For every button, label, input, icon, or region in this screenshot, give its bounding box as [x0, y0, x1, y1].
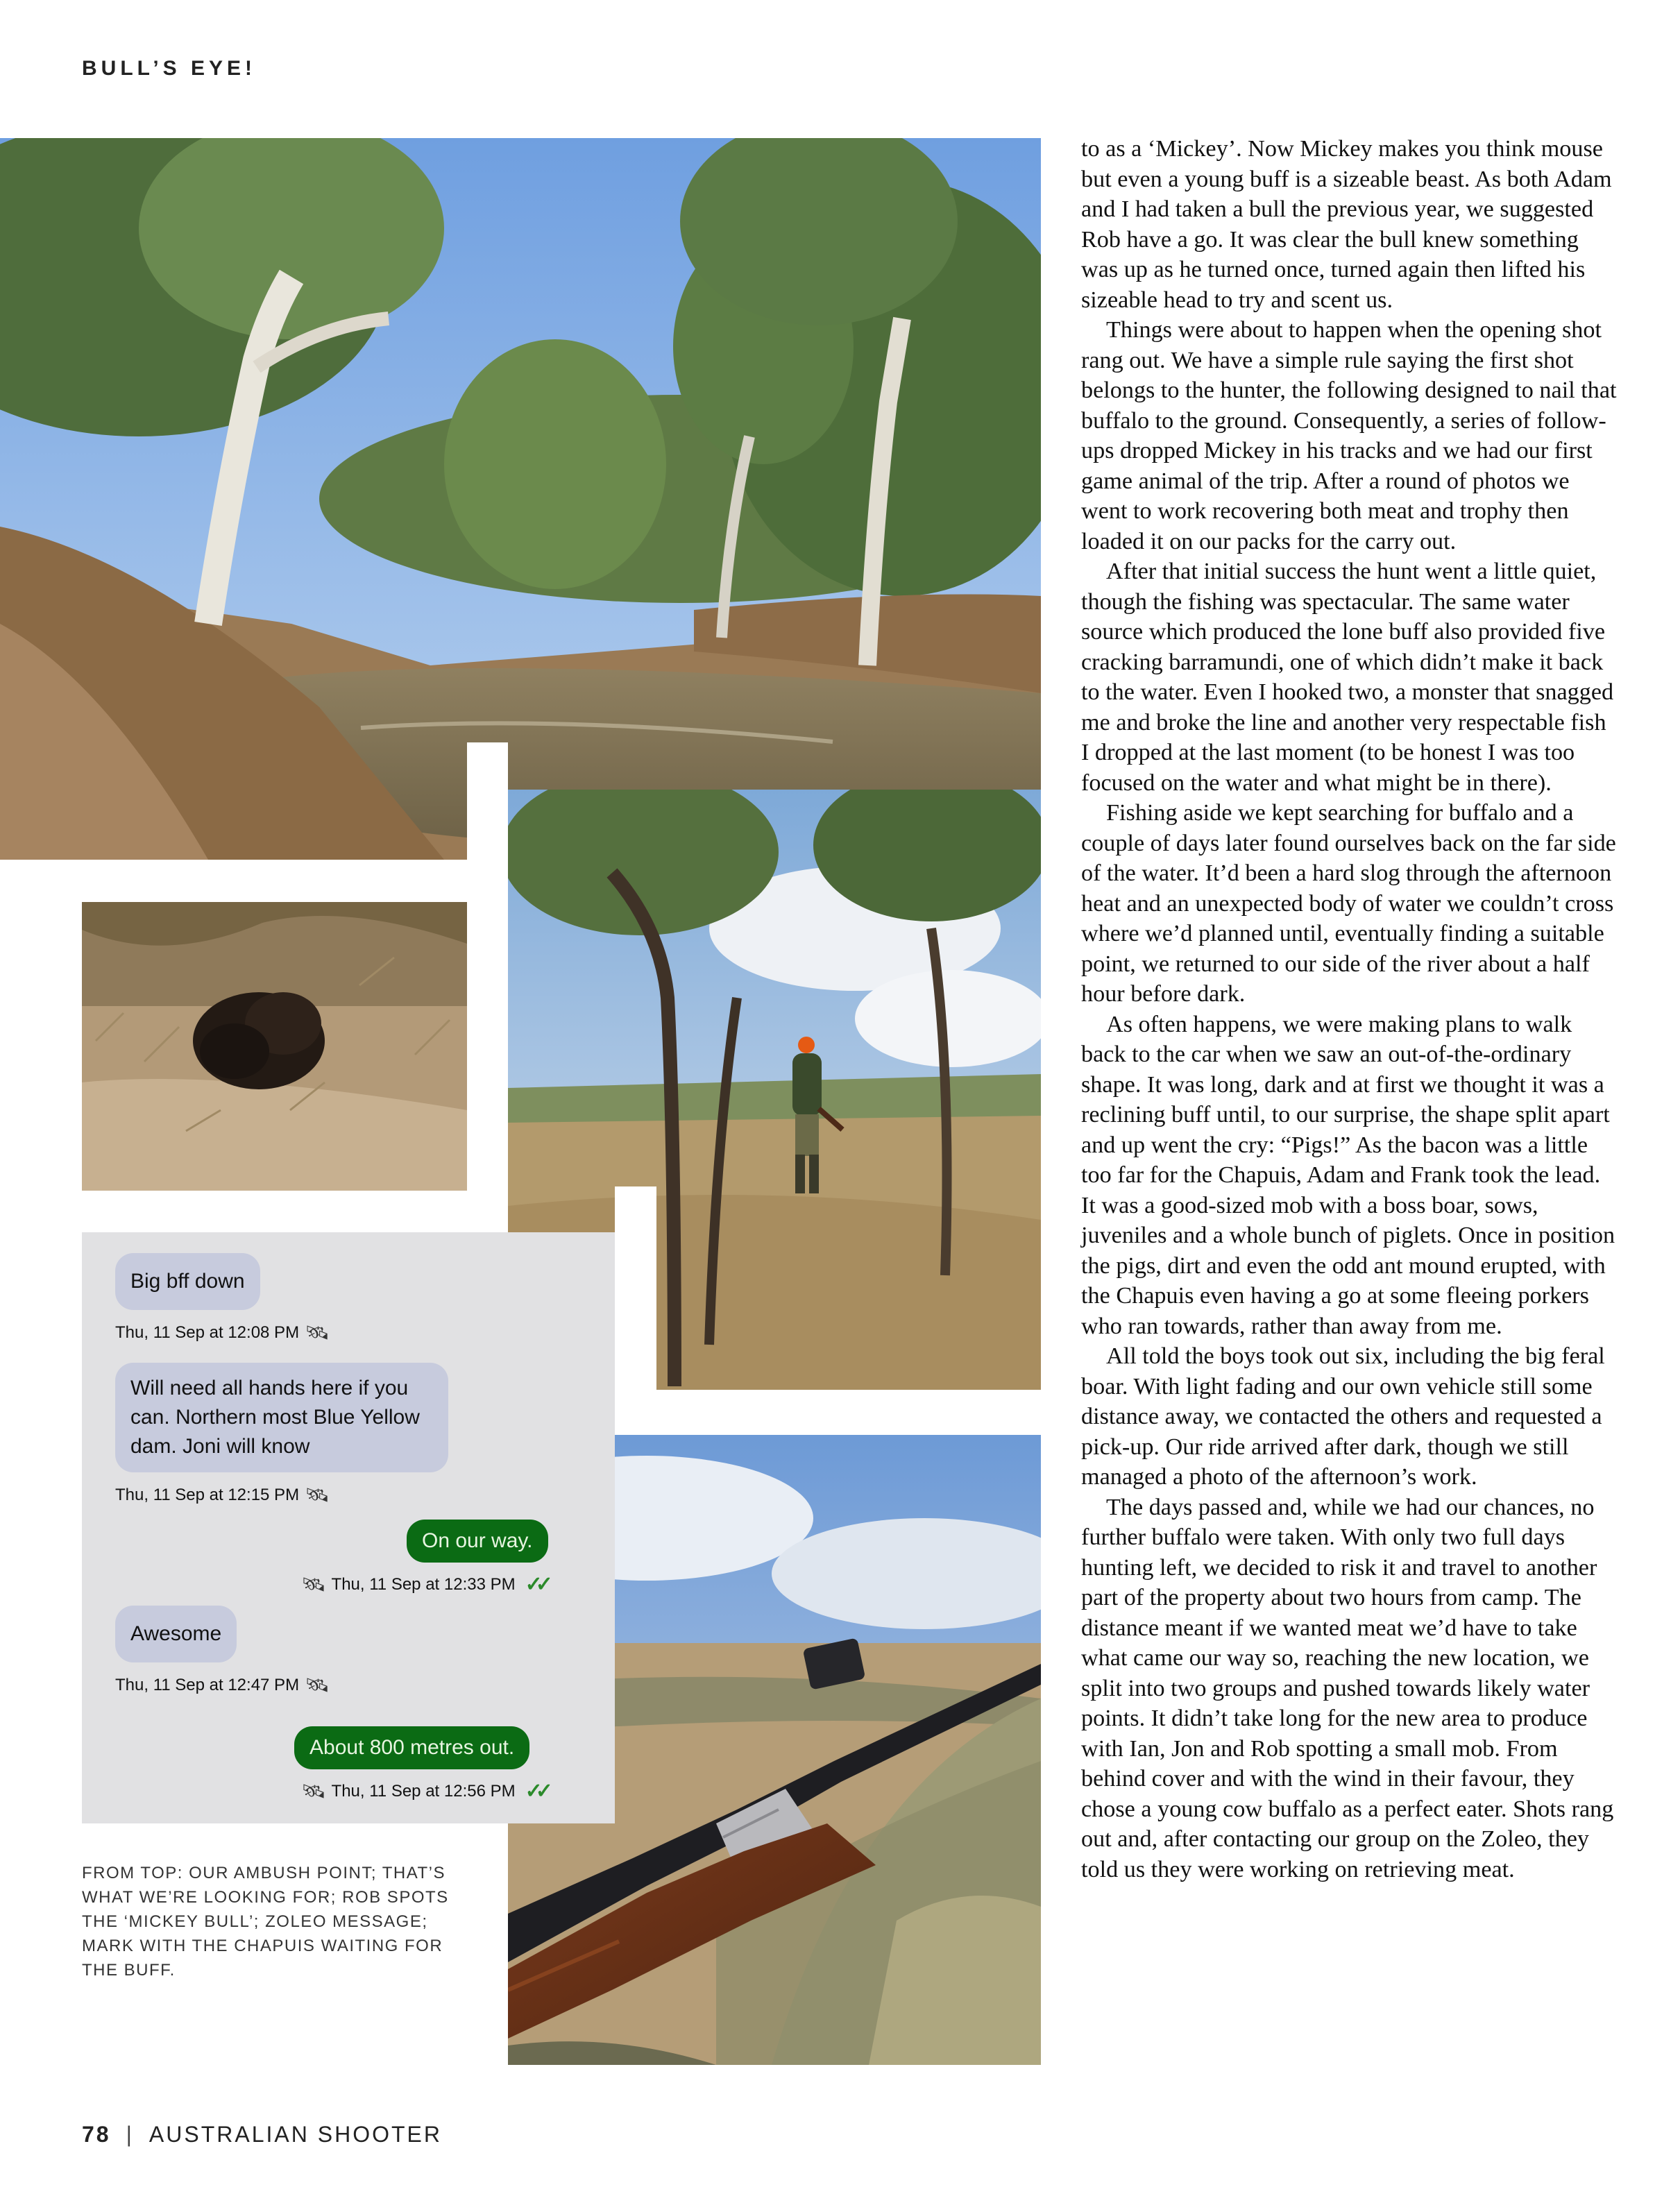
message-meta-4: Thu, 11 Sep at 12:47 PM 🛰	[115, 1674, 330, 1696]
message-meta-1: Thu, 11 Sep at 12:08 PM 🛰	[115, 1322, 330, 1343]
message-meta-5: 🛰 Thu, 11 Sep at 12:56 PM ✓✓	[301, 1780, 546, 1803]
message-meta-3: 🛰 Thu, 11 Sep at 12:33 PM ✓✓	[301, 1573, 546, 1596]
section-label: BULL’S EYE!	[82, 57, 257, 80]
satellite-icon: 🛰	[305, 1484, 330, 1506]
photo-caption: FROM TOP: OUR AMBUSH POINT; THAT’S WHAT WE’RE LOOKING FOR; ROB SPOTS THE ‘MICKEY BULL’; ZOLEO MESSAGE; MARK WITH THE CHAPUIS WAITING FOR THE BUFF.	[82, 1864, 449, 1980]
buffalo-dung-photo	[82, 902, 467, 1191]
double-check-icon: ✓✓	[525, 1573, 546, 1596]
article-paragraph: Things were about to happen when the opening shot rang out. We have a simple rule saying the first shot belongs to the hunter, the following designed to nail that buffalo to the ground. Consequently, a series of follow-ups dropped Mickey in his tracks and we had our first game animal of the trip. After a round of photos we went to work recovering both meat and trophy then loaded it on our packs for the carry out.	[1081, 317, 1617, 554]
zoleo-message-screenshot	[82, 1232, 615, 1823]
ambush-point-photo	[0, 138, 1041, 860]
article-body	[1081, 134, 1619, 1885]
message-bubble-2: Will need all hands here if you can. Northern most Blue Yellow dam. Joni will know	[115, 1363, 448, 1472]
article-paragraph: After that initial success the hunt went a little quiet, though the fishing was spectacular. The same water source which produced the lone buff also provided five cracking barramundi, one of which didn’t make it back to the water. Even I hooked two, a monster that snagged me and broke the line and another very respectable fish I dropped at the last moment (to be honest I was too focused on the water and what might be in there).	[1081, 559, 1614, 796]
message-bubble-3: On our way.	[407, 1520, 548, 1563]
article-paragraph: All told the boys took out six, including the big feral boar. With light fading and our own vehicle still some distance away, we contacted the others and requested a pick-up. Our ride arrived after dark, though we still managed a photo of the afternoon’s work.	[1081, 1343, 1605, 1490]
publication-name: AUSTRALIAN SHOOTER	[149, 2122, 442, 2147]
page-number: 78	[82, 2122, 111, 2147]
satellite-icon: 🛰	[305, 1322, 330, 1343]
footer-separator: |	[126, 2122, 134, 2147]
article-paragraph: Fishing aside we kept searching for buffalo and a couple of days later found ourselves back on the far side of the water. It’d been a hard slog through the afternoon heat and an unexpected body of water we couldn’t cross where we’d planned until, eventually finding a suitable point, we returned to our side of the river about a half hour before dark.	[1081, 800, 1616, 1007]
article-paragraph: The days passed and, while we had our chances, no further buffalo were taken. With only two full days hunting left, we decided to risk it and travel to another part of the property about two hours from camp. The distance meant if we wanted meat we’d have to take what came our way so, reaching the new location, we split into two groups and pushed towards likely water points. It didn’t take long for the new area to produce with Ian, Jon and Rob spotting a small mob. From behind cover and with the wind in their favour, they chose a young cow buffalo as a perfect eater. Shots rang out and, after contacting our group on the Zoleo, they told us they were working on retrieving meat.	[1081, 1494, 1614, 1882]
message-meta-2: Thu, 11 Sep at 12:15 PM 🛰	[115, 1484, 330, 1506]
satellite-icon: 🛰	[305, 1674, 330, 1696]
satellite-icon: 🛰	[301, 1574, 326, 1595]
message-bubble-5: About 800 metres out.	[294, 1726, 529, 1769]
article-paragraph: to as a ‘Mickey’. Now Mickey makes you think mouse but even a young buff is a sizeable beast. As both Adam and I had taken a bull the previous year, we suggested Rob have a go. It was clear the bull knew something was up as he turned once, turned again then lifted his sizeable head to try and scent us.	[1081, 136, 1612, 313]
message-bubble-4: Awesome	[115, 1606, 237, 1662]
article-paragraph: As often happens, we were making plans to walk back to the car when we saw an out-of-the-ordinary shape. It was long, dark and at first we thought it was a reclining buff until, to our surprise, the shape split apart and up went the cry: “Pigs!” As the bacon was a little too far for the Chapuis, Adam and Frank took the lead. It was a good-sized mob with a boss boar, sows, juveniles and a whole bunch of piglets. Once in position the pigs, dirt and even the odd ant mound erupted, with the Chapuis even having a go at some fleeing porkers who ran towards, rather than away from me.	[1081, 1011, 1615, 1339]
satellite-icon: 🛰	[301, 1780, 326, 1802]
double-check-icon: ✓✓	[525, 1780, 546, 1803]
message-bubble-1: Big bff down	[115, 1253, 260, 1310]
page-footer	[82, 2122, 442, 2147]
